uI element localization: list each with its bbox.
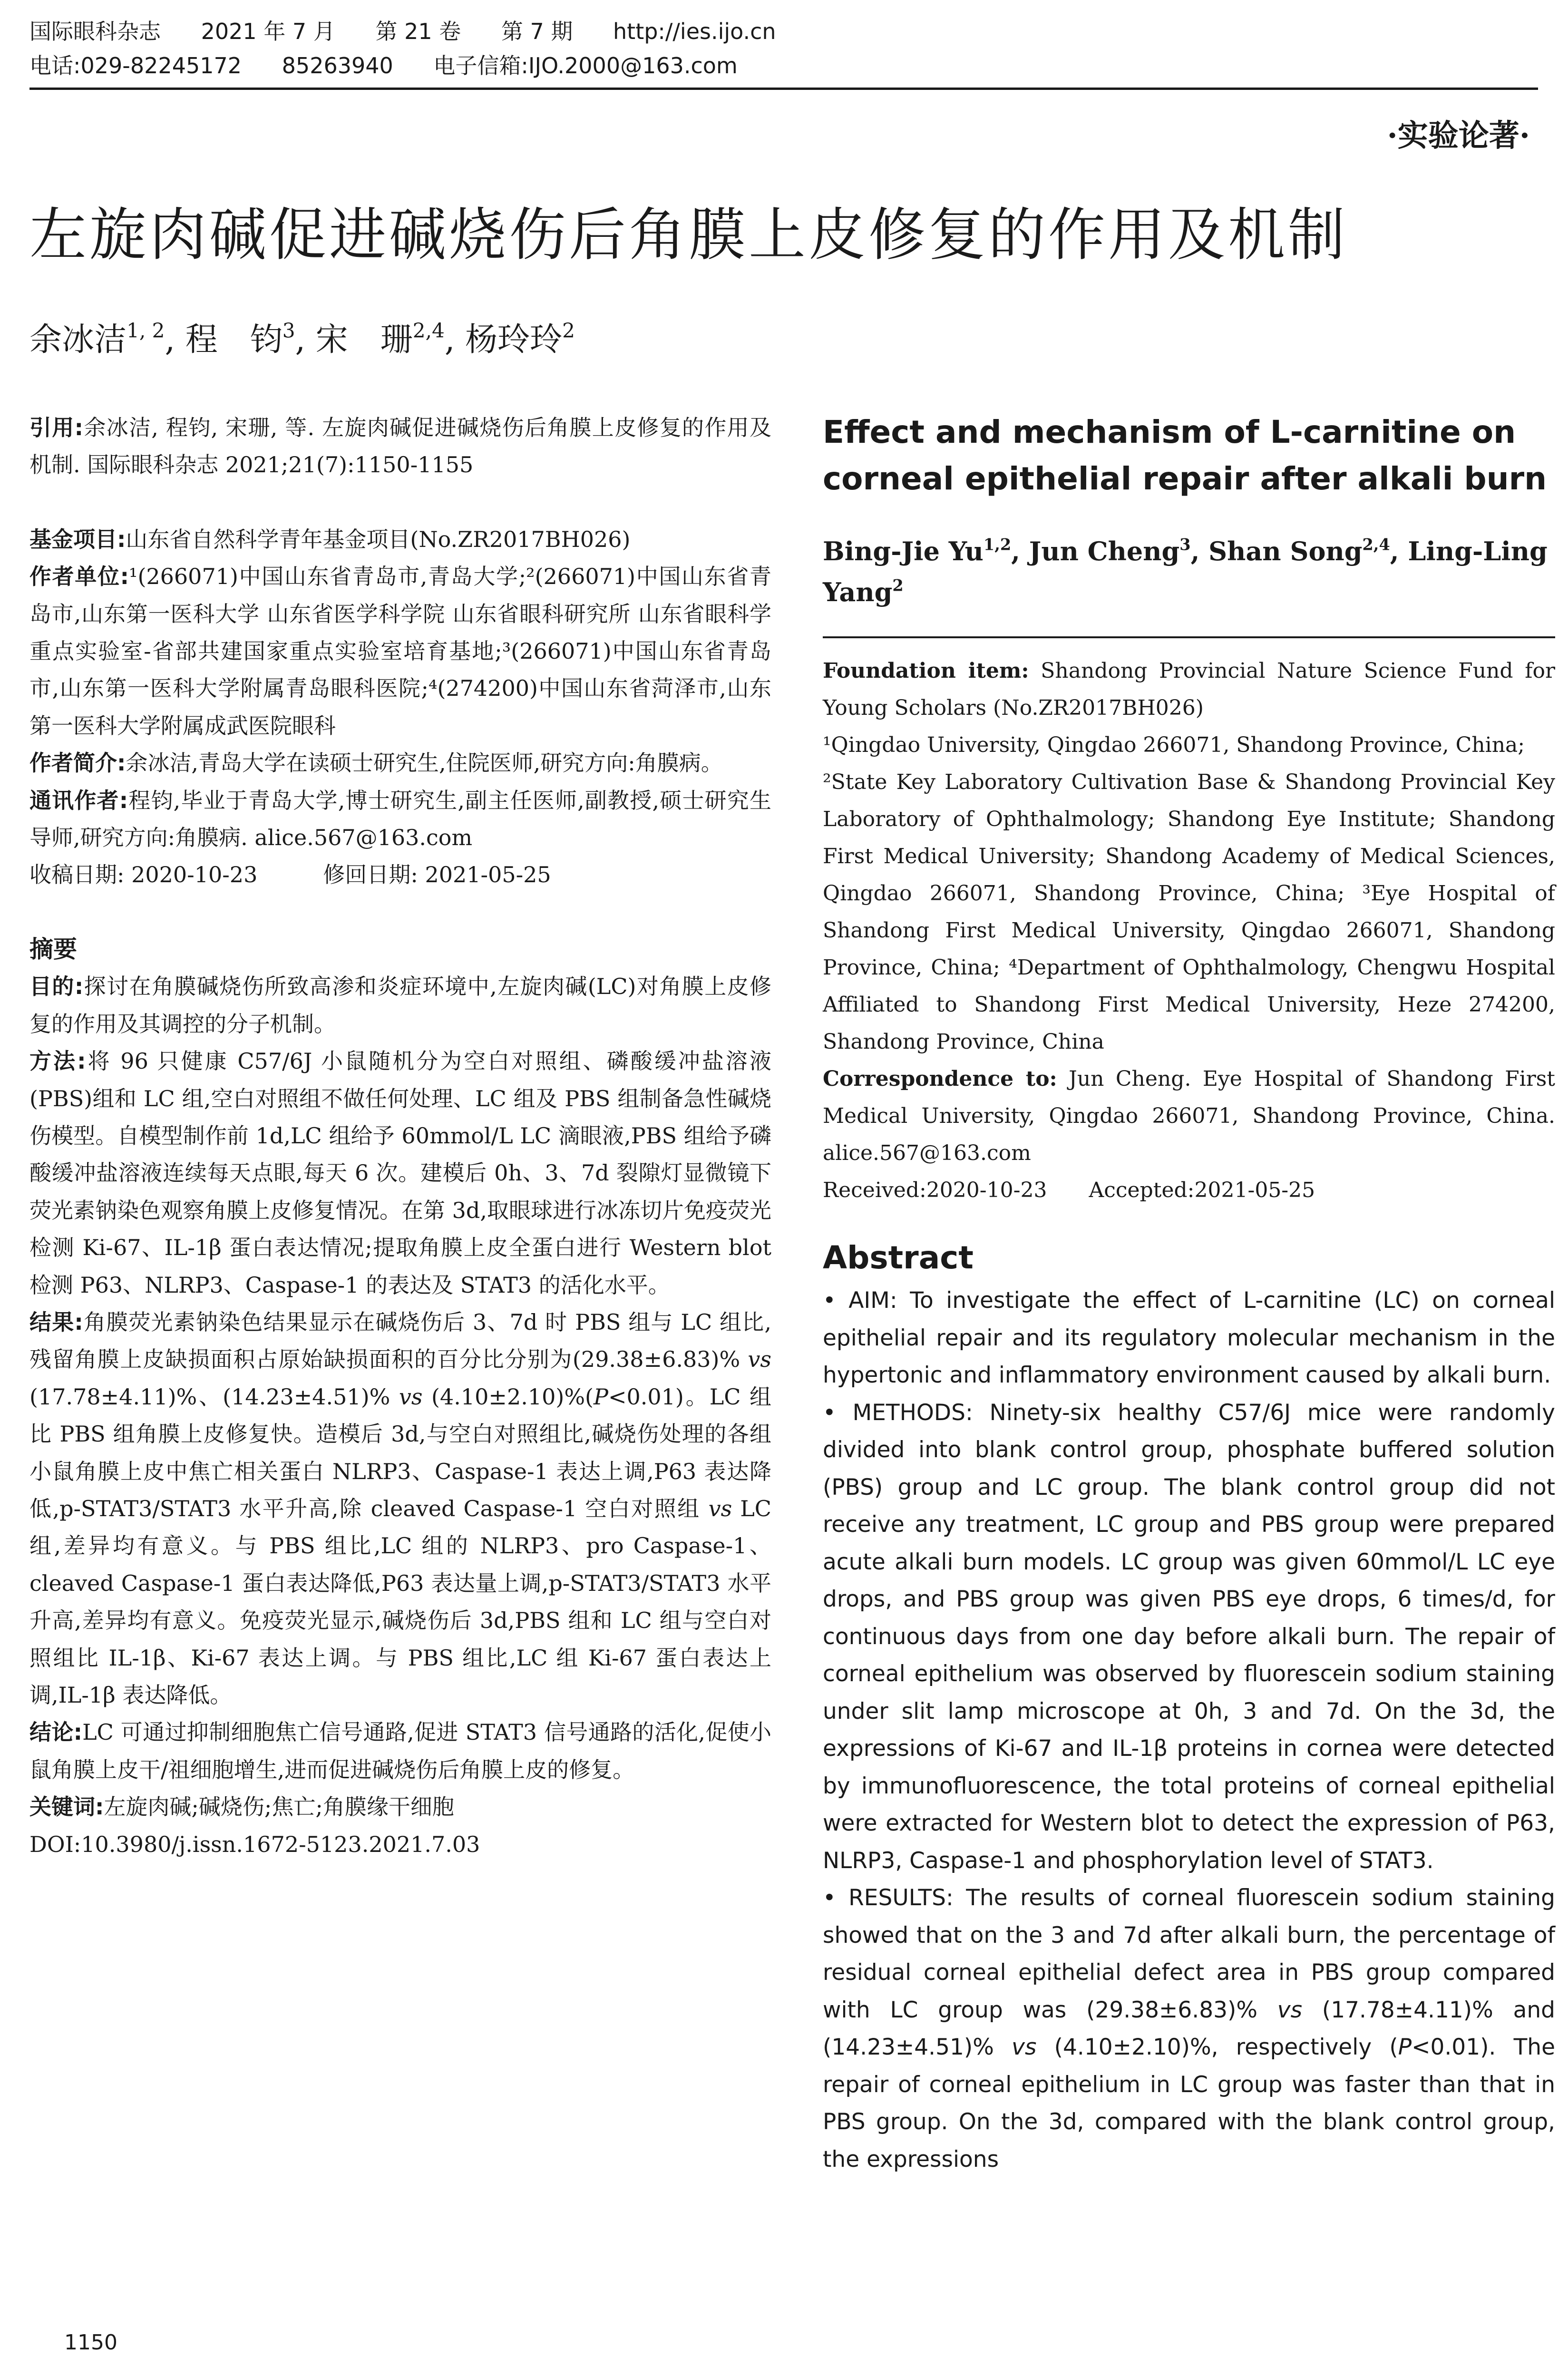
affiliation-2-4: ²State Key Laboratory Cultivation Base & Shandong Provincial Key Laboratory of Ophthalmology; Shandong Eye Institute; Shandong First Medical University; Shandong Academy of Medical Sciences, Qingdao 266071, Shandong Province, China; ³Eye Hospital of Shandong First Medical University, Qingdao 266071, Shandong Province, China; ⁴Department of Ophthalmology, Chengwu Hospital Affiliated to Shandong First Medical University, Heze 274200, Shandong Province, China xyxy=(823,770,1555,1054)
received-date: 收稿日期: 2020-10-23 xyxy=(29,862,258,888)
author-name: Bing-Jie Yu xyxy=(823,536,984,566)
volume: 第 21 卷 xyxy=(375,19,461,44)
author-affiliation: 2 xyxy=(892,576,904,595)
author-affiliation: 2 xyxy=(562,319,575,342)
received-date: Received:2020-10-23 xyxy=(823,1178,1047,1202)
revised-date: 修回日期: 2021-05-25 xyxy=(323,862,551,888)
english-abstract-heading: Abstract xyxy=(823,1239,974,1276)
author-affiliation: 3 xyxy=(282,319,295,342)
abstract-results: 结果:角膜荧光素钠染色结果显示在碱烧伤后 3、7d 时 PBS 组与 LC 组比,残留角膜上皮缺损面积占原始缺损面积的百分比分别为(29.38±6.83)% vs (17.78±4.11)%、(14.23±4.51)% vs (4.10±2.10)%(P<0.01)。LC 组比 PBS 组角膜上皮修复快。造模后 3d,与空白对照组比,碱烧伤处理的各组小鼠角膜上皮中焦亡相关蛋白 NLRP3、Caspase-1 表达上调,P63 表达降低,p-STAT3/STAT3 水平升高,除 cleaved Caspase-1 空白对照组 vs LC 组,差异均有意义。与 PBS 组比,LC 组的 NLRP3、pro Caspase-1、cleaved Caspase-1 蛋白表达降低,P63 表达量上调,p-STAT3/STAT3 水平升高,差异均有意义。免疫荧光显示,碱烧伤后 3d,PBS 组和 LC 组与空白对照组比 IL-1β、Ki-67 表达上调。与 PBS 组比,LC 组 Ki-67 蛋白表达上调,IL-1β 表达降低。 xyxy=(29,1309,771,1708)
author-bio: 作者简介:余冰洁,青岛大学在读硕士研究生,住院医师,研究方向:角膜病。 xyxy=(29,750,723,776)
author-affiliation: 2,4 xyxy=(1362,535,1390,554)
english-abstract xyxy=(823,1282,1555,2178)
journal-url[interactable]: http://ies.ijo.cn xyxy=(613,19,776,44)
english-title: Effect and mechanism of L-carnitine on corneal epithelial repair after alkali burn xyxy=(823,414,1547,497)
email: 电子信箱:IJO.2000@163.com xyxy=(433,53,738,78)
running-header-line-1 xyxy=(29,18,809,45)
phone-2: 85263940 xyxy=(282,53,393,78)
running-header-line-2 xyxy=(29,52,771,79)
abstract-heading: 摘要 xyxy=(29,935,77,963)
author-name: 杨玲玲 xyxy=(465,321,563,359)
corresponding-author: 通讯作者:程钧,毕业于青岛大学,博士研究生,副主任医师,副教授,硕士研究生导师,研究方向:角膜病. alice.567@163.com xyxy=(29,787,771,851)
english-results: • RESULTS: The results of corneal fluorescein sodium staining showed that on the 3 and 7d after alkali burn, the percentage of residual corneal epithelial defect area in PBS group compared with LC group was (29.38±6.83)% vs (17.78±4.11)% and (14.23±4.51)% vs (4.10±2.10)%, respectively (P<0.01). The repair of corneal epithelium in LC group was faster than that in PBS group. On the 3d, compared with the blank control group, the expressions xyxy=(823,1885,1555,2172)
author-affiliation: 1,2 xyxy=(983,535,1012,554)
correspondence: Correspondence to: Jun Cheng. Eye Hospital of Shandong First Medical University, Qingdao 266071, Shandong Province, China. alice.567@163.com xyxy=(823,1067,1555,1165)
author-name: Shan Song xyxy=(1208,536,1363,566)
author-affiliation: 2,4 xyxy=(412,319,445,342)
english-authors: Bing-Jie Yu$^{1,2}$, Jun Cheng$^3$, Shan Song$^{2,4}$, Ling-Ling Yang$^2$ xyxy=(823,535,1548,607)
keywords: 关键词:左旋肉碱;碱烧伤;焦亡;角膜缘干细胞 xyxy=(29,1794,454,1820)
author-affiliation: 1, 2 xyxy=(127,319,165,342)
abstract-conclusion: 结论:LC 可通过抑制细胞焦亡信号通路,促进 STAT3 信号通路的活化,促使小鼠角膜上皮干/祖细胞增生,进而促进碱烧伤后角膜上皮的修复。 xyxy=(29,1719,771,1783)
affiliation-1: ¹Qingdao University, Qingdao 266071, Shandong Province, China; xyxy=(823,733,1525,757)
phone: 电话:029-82245172 xyxy=(29,53,242,78)
author-name: 程 钧 xyxy=(185,321,282,359)
accepted-date: Accepted:2021-05-25 xyxy=(1089,1178,1315,1202)
author-affiliation: 3 xyxy=(1179,535,1191,554)
citation: 引用:余冰洁, 程钧, 宋珊, 等. 左旋肉碱促进碱烧伤后角膜上皮修复的作用及机制. 国际眼科杂志 2021;21(7):1150-1155 xyxy=(29,415,771,478)
english-aim: • AIM: To investigate the effect of L-carnitine (LC) on corneal epithelial repair and its regulatory molecular mechanism in the hypertonic and inflammatory environment caused by alkali burn. xyxy=(823,1287,1555,1388)
english-front-matter xyxy=(823,653,1555,1209)
section-tag: ·实验论著· xyxy=(1387,118,1530,154)
english-methods: • METHODS: Ninety-six healthy C57/6J mice were randomly divided into blank control group, phosphate buffered solution (PBS) group and LC group. The blank control group did not receive any treatment, LC group and PBS group were prepared acute alkali burn models. LC group was given 60mmol/L LC eye drops, and PBS group was given PBS eye drops, 6 times/d, for continuous days from one day before alkali burn. The repair of corneal epithelium was observed by fluorescein sodium staining under slit lamp microscope at 0h, 3 and 7d. On the 3d, the expressions of Ki-67 and IL-1β proteins in cornea were detected by immunofluorescence, the total proteins of corneal epithelial were extracted for Western blot to detect the expression of P63, NLRP3, Caspase-1 and phosphorylation level of STAT3. xyxy=(823,1399,1555,1874)
author-name: 宋 珊 xyxy=(315,321,413,359)
author-name: 余冰洁 xyxy=(29,321,127,359)
issue: 第 7 期 xyxy=(501,19,573,44)
english-column xyxy=(823,409,1555,2178)
issue-date: 2021 年 7 月 xyxy=(201,19,335,44)
chinese-column xyxy=(29,409,771,1863)
page-number: 1150 xyxy=(64,2330,117,2355)
dates xyxy=(29,856,771,893)
affiliations: 作者单位:¹(266071)中国山东省青岛市,青岛大学;²(266071)中国山东省青岛市,山东第一医科大学 山东省医学科学院 山东省眼科研究所 山东省眼科学重点实验室-省部共建国家重点实验室培育基地;³(266071)中国山东省青岛市,山东第一医科大学附属青岛眼科医院;⁴(274200)中国山东省菏泽市,山东第一医科大学附属成武医院眼科 xyxy=(29,564,771,739)
author-name: Ling-Ling Yang xyxy=(823,536,1548,607)
english-rule xyxy=(823,636,1555,638)
foundation-item: Foundation item: Shandong Provincial Nature Science Fund for Young Scholars (No.ZR2017BH026) xyxy=(823,659,1556,720)
chinese-title: 左旋肉碱促进碱烧伤后角膜上皮修复的作用及机制 xyxy=(29,202,1348,268)
journal-name: 国际眼科杂志 xyxy=(29,19,161,44)
abstract-methods: 方法:将 96 只健康 C57/6J 小鼠随机分为空白对照组、磷酸缓冲盐溶液(PBS)组和 LC 组,空白对照组不做任何处理、LC 组及 PBS 组制备急性碱烧伤模型。自模型制作前 1d,LC 组给予 60mmol/L LC 滴眼液,PBS 组给予磷酸缓冲盐溶液连续每天点眼,每天 6 次。建模后 0h、3、7d 裂隙灯显微镜下荧光素钠染色观察角膜上皮修复情况。在第 3d,取眼球进行冰冻切片免疫荧光检测 Ki-67、IL-1β 蛋白表达情况;提取角膜上皮全蛋白进行 Western blot 检测 P63、NLRP3、Caspase-1 的表达及 STAT3 的活化水平。 xyxy=(29,1048,771,1298)
doi[interactable]: DOI:10.3980/j.issn.1672-5123.2021.7.03 xyxy=(29,1831,480,1857)
funding: 基金项目:山东省自然科学青年基金项目(No.ZR2017BH026) xyxy=(29,526,631,552)
chinese-authors: 余冰洁$^{1, 2}$, 程 钧$^3$, 宋 珊$^{2,4}$, 杨玲玲$^2$ xyxy=(29,319,575,359)
english-dates xyxy=(823,1172,1555,1209)
header-rule xyxy=(29,88,1538,90)
author-name: Jun Cheng xyxy=(1029,536,1180,566)
abstract-aim: 目的:探讨在角膜碱烧伤所致高渗和炎症环境中,左旋肉碱(LC)对角膜上皮修复的作用及其调控的分子机制。 xyxy=(29,974,771,1037)
